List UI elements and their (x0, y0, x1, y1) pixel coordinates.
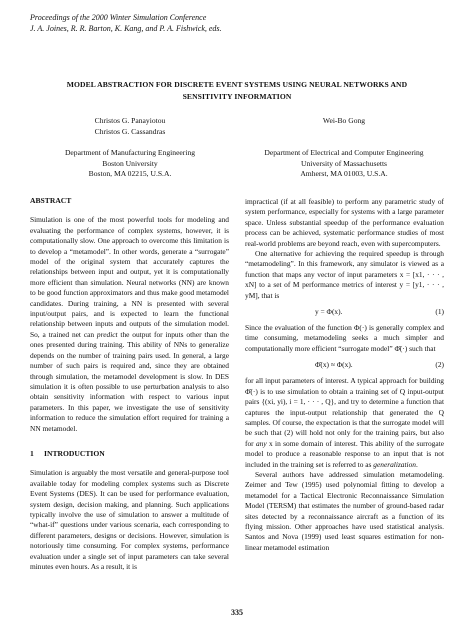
paragraph: for all input parameters of interest. A typical approach for building Φ̂(·) is to use simulation to obtain a training set of Q input-output pairs {(xi, yi), i = 1, · · · , Q}, and try to determine a function that captures the input-output relationship that generated the Q samples. Of course, the expectation is that the surrogate model will be such that (2) will hold not only for the training pairs, but also for any x in some domain of interest. This ability of the surrogate model to produce a reasonable response to an input that is not included in the training set is referred to as generalization. (245, 376, 444, 469)
introduction-heading: 1 INTRODUCTION (30, 448, 105, 458)
affiliation-line: Department of Electrical and Computer Engineering (264, 148, 424, 157)
affiliation-right (244, 148, 444, 180)
equation-number: (1) (435, 306, 444, 316)
paper-title (30, 79, 444, 103)
abstract-heading: ABSTRACT (30, 196, 72, 205)
equation-body: y = Φ(x). (315, 306, 343, 316)
affiliation-left (30, 148, 230, 180)
author-names-right (244, 116, 444, 127)
section-number: 1 (30, 448, 34, 458)
abstract-emphasis: predict (96, 329, 118, 339)
author-names-left (30, 116, 230, 137)
paragraph: Several authors have addressed simulation metamodeling. Zeimer and Tew (1995) used polynomial fitting to develop a metamodel for a Tactical Electronic Reconnaissance Simulation Model (TERSM) that estimates the number of ground-based radar sites detected by a reconnaissance aircraft as a function of its flying mission. Other approaches have used statistical analysis. Santos and Nova (1999) used least squares estimation for non-linear metamodel estimation (245, 469, 444, 552)
equation-body: Φ̂(x) ≈ Φ(x). (315, 360, 353, 370)
proceedings-header (30, 12, 222, 34)
page-number: 335 (231, 608, 243, 617)
left-column (30, 196, 229, 572)
affiliation-line: Amherst, MA 01003, U.S.A. (300, 169, 388, 178)
emphasis: any (255, 438, 267, 448)
right-column (245, 197, 444, 553)
abstract-text: Simulation is one of the most powerful tools for modeling and evaluating the performance of complex systems, however, it is computationally slow. One approach to overcome this limitation is to develop a “metamodel”. In other words, generate a “surrogate” model of the original system that accurately captures the relationships between input and output, yet it is computationally more efficient than simulation. Neural networks (NN) are known to be good function approximators and thus make good metamodel candidates. During training, a NN is presented with several input/output pairs, and is expected to learn the functional relationship between inputs and outputs of the simulation model. So, a trained net can predict the output for inputs other than the ones presented during training. This ability of NNs to generalize depends on the number of training pairs used. In general, a large number of such pairs is required and, since they are obtained through simulation, the metamodel development is slow. In DES simulation it is often possible to use perturbation analysis to also obtain sensitivity information with respect to various input parameters. In this paper, we investigate the use of sensitivity information to reduce the simulation effort required for training a NN metamodel. (30, 215, 229, 433)
title-line-1: MODEL ABSTRACTION FOR DISCRETE EVENT SYSTEMS USING NEURAL NETWORKS AND (66, 80, 408, 89)
affiliation-line: Department of Manufacturing Engineering (64, 148, 196, 157)
affiliation-line: Boston, MA 02215, U.S.A. (88, 169, 172, 178)
paragraph: impractical (if at all feasible) to perform any parametric study of system performance, especially for systems with a large parameter space. Unless substantial speedup of the performance evaluation process can be achieved, systematic performance studies of most real-world problems are beyond reach, even with supercomputers. (245, 197, 444, 248)
emphasis: generalization (373, 459, 416, 469)
affiliation-line: University of Massachusetts (300, 158, 388, 168)
introduction-text: Simulation is arguably the most versatile and general-purpose tool available today for modeling complex systems such as Discrete Event Systems (DES). It can be used for performance evaluation, system design, decision making, and planning. Such applications typically involve the use of simulation to answer a multitude of “what-if” questions under various scenaria, each corresponding to different parameters, designs or decisions. However, simulation is notoriously time consuming. For complex systems, performance evaluation under a single set of input parameters can take several minutes even hours. As a result, it is (30, 468, 229, 571)
proceedings-editors: J. A. Joines, R. R. Barton, K. Kang, and P. A. Fishwick, eds. (30, 24, 222, 33)
paragraph: One alternative for achieving the required speedup is through “metamodeling”. In this framework, any simulator is viewed as a function that maps any vector of input parameters x = [x1, · · · , xN] to a set of M performance metrics of interest y = [y1, · · · , yM], that is (245, 249, 444, 300)
equation-number: (2) (435, 360, 444, 370)
equation-2 (245, 354, 444, 376)
author-name: Christos G. Panayiotou (94, 116, 166, 125)
equation-1 (245, 301, 444, 323)
title-line-2: SENSITIVITY INFORMATION (182, 92, 292, 101)
author-name: Christos G. Cassandras (94, 126, 166, 136)
affiliation-line: Boston University (102, 158, 158, 168)
author-name: Wei-Bo Gong (322, 116, 366, 125)
paragraph: Since the evaluation of the function Φ(·) is generally complex and time consuming, metamodeling seeks a much simpler and computationally more efficient “surrogate model” Φ̂(·) such that (245, 323, 444, 353)
proceedings-line-1: Proceedings of the 2000 Winter Simulation Conference (30, 13, 207, 22)
